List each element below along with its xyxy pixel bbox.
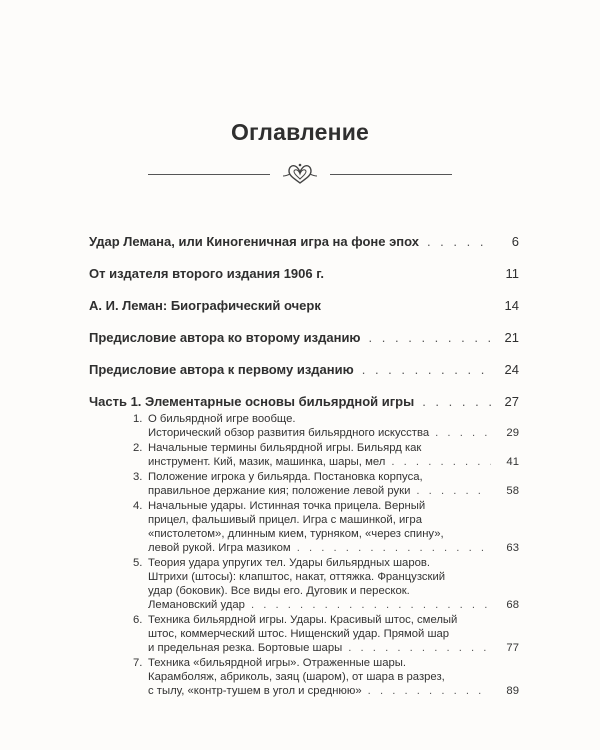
toc-entry [89,330,519,345]
subentry-text [148,556,493,612]
dot-leader [369,330,491,345]
dot-leader [251,598,491,612]
toc-entry [89,298,519,313]
subentry-line: Лемановский удар . . . [148,598,493,612]
dot-leader [427,234,491,249]
subentry-page: 89 [506,685,519,697]
subentry-page: 77 [506,642,519,654]
subentry-text [148,499,493,555]
page-title: Оглавление [230,119,370,145]
subentry-line: «пистолетом», длинным кием, турняком, «через спину», [148,528,444,540]
toc-subentry [124,470,519,498]
subentry-text [148,656,493,698]
subentry-number: 3. [133,471,143,483]
toc-subentry [124,613,519,655]
toc-entry-title: От издателя второго издания 1906 г. [89,266,324,281]
toc-entry-title: А. И. Леман: Биографический очерк [89,298,321,313]
dot-leader [435,426,491,440]
subentry-line: Техника «бильярдной игры». Отраженные шары. [148,657,407,669]
subentry-number: 4. [133,500,143,512]
toc-entry [89,394,519,409]
subentry-line: удар (боковик). Все виды его. Дуговик и перескок. [148,585,410,597]
toc-entry-title: Удар Лемана, или Киногеничная игра на фоне эпох [89,234,419,249]
toc-subentry [124,656,519,698]
toc-entry-page: 21 [504,330,519,345]
title-divider [0,160,600,186]
toc-entry-page: 27 [504,394,519,409]
subentry-line: Карамболяж, абриколь, заяц (шаром), от шара в разрез, [148,671,445,683]
subentry-line: Техника бильярдной игры. Удары. Красивый штос, смелый [148,614,458,626]
toc-entry-page: 6 [511,234,519,249]
toc-entry [89,266,519,281]
subentry-line: и предельная резка. Бортовые шары . . . [148,641,493,655]
subentry-number: 5. [133,557,143,569]
toc-subentry [124,441,519,469]
subentry-line: с тылу, «контр-тушем в угол и среднюю» . . . [148,684,493,698]
subentry-number: 1. [133,413,143,425]
subentry-text [148,412,493,440]
subentry-line: прицел, фальшивый прицел. Игра с машинкой, игра [148,514,422,526]
dot-leader [391,455,491,469]
toc-entry-title: Предисловие автора ко второму изданию [89,330,361,345]
toc-entry-page: 24 [504,362,519,377]
subentry-number: 7. [133,657,143,669]
dot-leader [416,484,491,498]
dot-leader [422,394,491,409]
subentry-number: 2. [133,442,143,454]
subentry-number: 6. [133,614,143,626]
subentry-line: Исторический обзор развития бильярдного искусства . . . [148,426,493,440]
toc-subentry [124,499,519,555]
subentry-text [148,441,493,469]
toc-entry [89,234,519,249]
toc-entry-title: Предисловие автора к первому изданию [89,362,354,377]
subentry-page: 68 [506,599,519,611]
divider-rule-left [148,174,270,175]
dot-leader [348,641,491,655]
subentry-line: штос, коммерческий штос. Нищенский удар. Прямой шар [148,628,450,640]
subentry-text [148,613,493,655]
toc-entry [89,362,519,377]
subentry-page: 63 [506,542,519,554]
dot-leader [362,362,491,377]
divider-rule-right [330,174,452,175]
toc-entry-page: 14 [504,298,519,313]
subentry-text [148,470,493,498]
subentry-page: 29 [506,427,519,439]
fleuron-ornament-icon [281,162,319,186]
toc-entry-page: 11 [505,266,519,281]
subentry-line: правильное держание кия; положение левой руки . . . [148,484,493,498]
subentry-line: Штрихи (штосы): клапштос, накат, оттяжка. Французский [148,571,446,583]
toc-entry-title: Часть 1. Элементарные основы бильярдной игры [89,394,415,409]
subentry-line: Положение игрока у бильярда. Постановка корпуса, [148,471,423,483]
subentry-page: 41 [506,456,519,468]
toc-subentry [124,556,519,612]
subentry-line: левой рукой. Игра мазиком . . . [148,541,493,555]
subentry-line: Теория удара упругих тел. Удары бильярдных шаров. [148,557,431,569]
subentry-line: инструмент. Кий, мазик, машинка, шары, мел . . . [148,455,493,469]
subentry-page: 58 [506,485,519,497]
subentry-line: Начальные удары. Истинная точка прицела. Верный [148,500,426,512]
dot-leader [368,684,491,698]
toc-subentry [124,412,519,440]
dot-leader [297,541,491,555]
subentry-line: Начальные термины бильярдной игры. Бильярд как [148,442,422,454]
subentry-line: О бильярдной игре вообще. [148,413,296,425]
